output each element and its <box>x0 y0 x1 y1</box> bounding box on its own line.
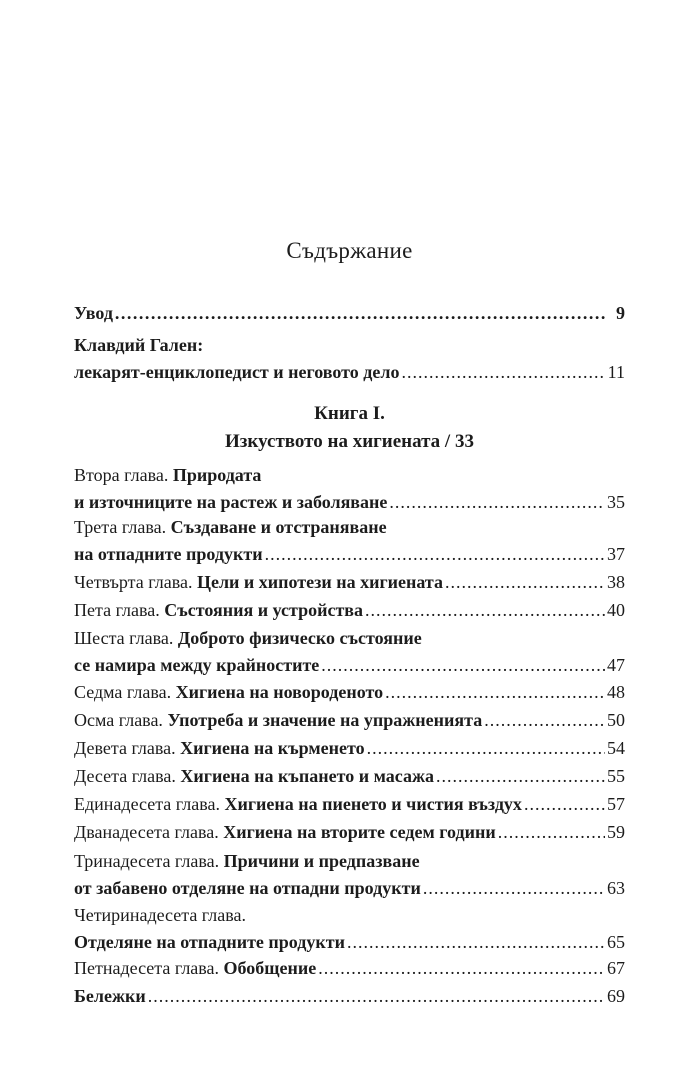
chapter-prefix: Осма глава. <box>74 710 163 730</box>
toc-entry-chapter[interactable] <box>74 629 625 674</box>
toc-entry-chapter[interactable] <box>74 906 625 951</box>
dot-leader <box>524 795 605 813</box>
toc-entry-notes[interactable] <box>74 987 625 1005</box>
book-subtitle: Изкуството на хигиената / 33 <box>225 431 474 452</box>
dot-leader <box>445 573 605 591</box>
page-number: 63 <box>607 878 625 898</box>
toc-entry-chapter[interactable] <box>74 601 625 619</box>
chapter-prefix: Втора глава. <box>74 465 169 485</box>
dot-leader <box>148 987 605 1005</box>
dot-leader <box>318 959 605 977</box>
page-number: 47 <box>607 655 625 675</box>
page-number: 55 <box>607 766 625 786</box>
toc-title: Съдържание <box>286 238 413 263</box>
dot-leader <box>498 823 605 841</box>
page-number: 48 <box>607 682 625 702</box>
dot-leader <box>367 739 605 757</box>
chapter-prefix: Тринадесета глава. <box>74 851 220 871</box>
chapter-prefix: Десета глава. <box>74 766 176 786</box>
chapter-title: Хигиена на пиенето и чистия въздух <box>224 794 522 814</box>
entry-label: Бележки <box>74 986 146 1006</box>
dot-leader <box>347 933 605 951</box>
chapter-title-line2: на отпадните продукти <box>74 544 263 564</box>
chapter-prefix: Пета глава. <box>74 600 160 620</box>
chapter-title-line1: Създаване и отстраняване <box>170 517 387 537</box>
page-number: 65 <box>607 932 625 952</box>
entry-label-line2: лекарят-енциклопедист и неговото дело <box>74 362 400 382</box>
chapter-title-line2: и източниците на растеж и заболяване <box>74 492 388 512</box>
toc-entry-chapter[interactable] <box>74 959 625 977</box>
chapter-prefix: Четвърта глава. <box>74 572 193 592</box>
dot-leader <box>115 304 605 322</box>
toc-entry-chapter[interactable] <box>74 711 625 729</box>
chapter-prefix: Дванадесета глава. <box>74 822 219 842</box>
chapter-prefix: Шеста глава. <box>74 628 174 648</box>
chapter-title-line2: от забавено отделяне на отпадни продукти <box>74 878 421 898</box>
chapter-title: Хигиена на новороденото <box>175 682 384 702</box>
dot-leader <box>385 683 605 701</box>
chapter-prefix: Четиринадесета глава. <box>74 905 247 925</box>
chapter-prefix: Единадесета глава. <box>74 794 220 814</box>
toc-entry-chapter[interactable] <box>74 466 625 511</box>
dot-leader <box>265 545 605 563</box>
page-number: 11 <box>607 362 625 382</box>
page-number: 57 <box>607 794 625 814</box>
page-number: 40 <box>607 600 625 620</box>
entry-label: Увод <box>74 303 113 323</box>
toc-entry-chapter[interactable] <box>74 795 625 813</box>
page-number: 59 <box>607 822 625 842</box>
dot-leader <box>389 493 605 511</box>
toc-entry-chapter[interactable] <box>74 573 625 591</box>
chapter-title: Хигиена на вторите седем години <box>223 822 496 842</box>
dot-leader <box>401 363 605 381</box>
dot-leader <box>321 656 605 674</box>
dot-leader <box>423 879 605 897</box>
page-number: 37 <box>607 544 625 564</box>
chapter-title: Хигиена на къпането и масажа <box>180 766 435 786</box>
entry-label-line1: Клавдий Гален: <box>74 335 204 355</box>
chapter-title: Състояния и устройства <box>164 600 364 620</box>
chapter-title: Употреба и значение на упражненията <box>167 710 483 730</box>
toc-entry-chapter[interactable] <box>74 767 625 785</box>
page-number: 38 <box>607 572 625 592</box>
toc-entry-chapter[interactable] <box>74 683 625 701</box>
chapter-title: Хигиена на кърменето <box>180 738 365 758</box>
book-title: Книга I. <box>314 403 385 424</box>
chapter-title-line2: Отделяне на отпадните продукти <box>74 932 345 952</box>
chapter-title: Обобщение <box>223 958 317 978</box>
page-number: 9 <box>616 303 625 323</box>
chapter-title-line1: Доброто физическо състояние <box>177 628 422 648</box>
dot-leader <box>436 767 605 785</box>
chapter-prefix: Петнадесета глава. <box>74 958 220 978</box>
chapter-title-line2: се намира между крайностите <box>74 655 320 675</box>
page-number: 50 <box>607 710 625 730</box>
dot-leader <box>484 711 605 729</box>
chapter-title-line1: Причини и предпазване <box>223 851 420 871</box>
toc-page <box>74 0 625 1075</box>
chapter-title-line1: Природата <box>172 465 262 485</box>
page-number: 54 <box>607 738 625 758</box>
toc-entry-chapter[interactable] <box>74 518 625 563</box>
chapter-title: Цели и хипотези на хигиената <box>196 572 443 592</box>
page-number: 67 <box>607 958 625 978</box>
toc-entry-chapter[interactable] <box>74 739 625 757</box>
chapter-prefix: Девета глава. <box>74 738 176 758</box>
chapter-prefix: Седма глава. <box>74 682 172 702</box>
dot-leader <box>365 601 605 619</box>
chapter-prefix: Трета глава. <box>74 517 167 537</box>
page-number: 69 <box>607 986 625 1006</box>
toc-entry-chapter[interactable] <box>74 852 625 897</box>
toc-entry-intro[interactable] <box>74 304 625 322</box>
toc-entry-chapter[interactable] <box>74 823 625 841</box>
toc-entry-galen[interactable] <box>74 336 625 381</box>
page-number: 35 <box>607 492 625 512</box>
